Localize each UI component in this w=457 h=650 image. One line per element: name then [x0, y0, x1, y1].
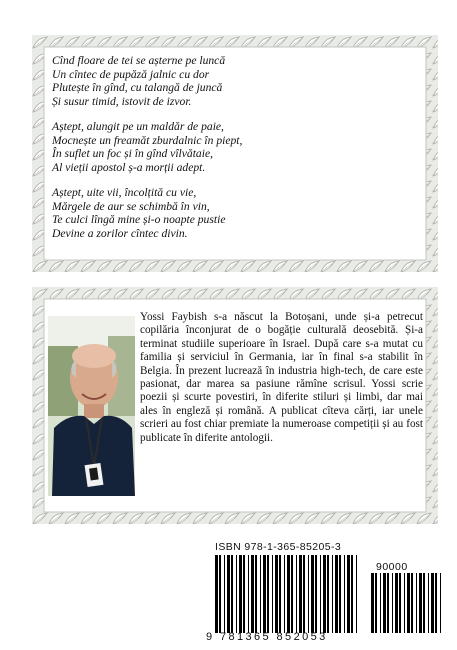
isbn-barcode — [209, 539, 445, 645]
barcode-bars-icon — [209, 539, 445, 645]
ean-digits: 9 781365 852053 — [206, 631, 328, 643]
poem-line: Un cîntec de pupăză jalnic cu dor — [52, 67, 210, 81]
poem-line: În suflet un foc și în gînd vîlvătaie, — [52, 147, 213, 160]
poem-line: Cînd floare de tei se așterne pe luncă — [52, 54, 226, 67]
poem-frame — [32, 35, 438, 272]
price-code: 90000 — [376, 561, 408, 573]
poem-line: Al vieții apostol ș-a morții adept. — [52, 160, 206, 174]
poem-text — [52, 54, 422, 252]
poem-line: Aștept, uite vii, încolțită cu vie, — [52, 186, 197, 199]
author-photo — [48, 316, 135, 496]
poem-line: Aștept, alungit pe un maldăr de paie, — [52, 120, 224, 133]
poem-line: Mocnește un freamăt zburdalnic în piept, — [52, 133, 243, 147]
poem-stanza-2 — [52, 120, 422, 174]
poem-stanza-1 — [52, 54, 422, 108]
poem-stanza-3 — [52, 186, 422, 240]
poem-line: Și susur timid, istovit de izvor. — [52, 94, 192, 108]
author-bio: Yossi Faybish s-a născut la Botoșani, unde și-a petrecut copilăria înconjurat de o bogăție culturală deosebită. Și-a terminat studiile superioare în Israel. După care s-a mutat cu familia și serviciul în Germania, iar în final s-a stabilit în Belgia. În prezent lucrează în industria high-tech, de care este pasionat, dar marea sa pasiune rămîne scrisul. Yossi scrie poezii și scurte povestiri, în diferite stiluri și limbi, dar mai ales în engleză și română. A publicat cîteva cărți, iar unele scrieri au fost chiar premiate la numeroase competiții și au fost publicate în diferite antologii. — [140, 311, 423, 444]
poem-line: Plutește în gînd, cu talangă de juncă — [52, 81, 223, 94]
isbn-number: ISBN 978-1-365-85205-3 — [215, 541, 342, 553]
poem-line: Mărgele de aur se schimbă în vin, — [52, 199, 210, 213]
author-frame — [32, 287, 438, 524]
poem-line: Devine a zorilor cîntec divin. — [52, 226, 188, 240]
poem-line: Te culci lîngă mine și-o noapte pustie — [52, 213, 226, 226]
